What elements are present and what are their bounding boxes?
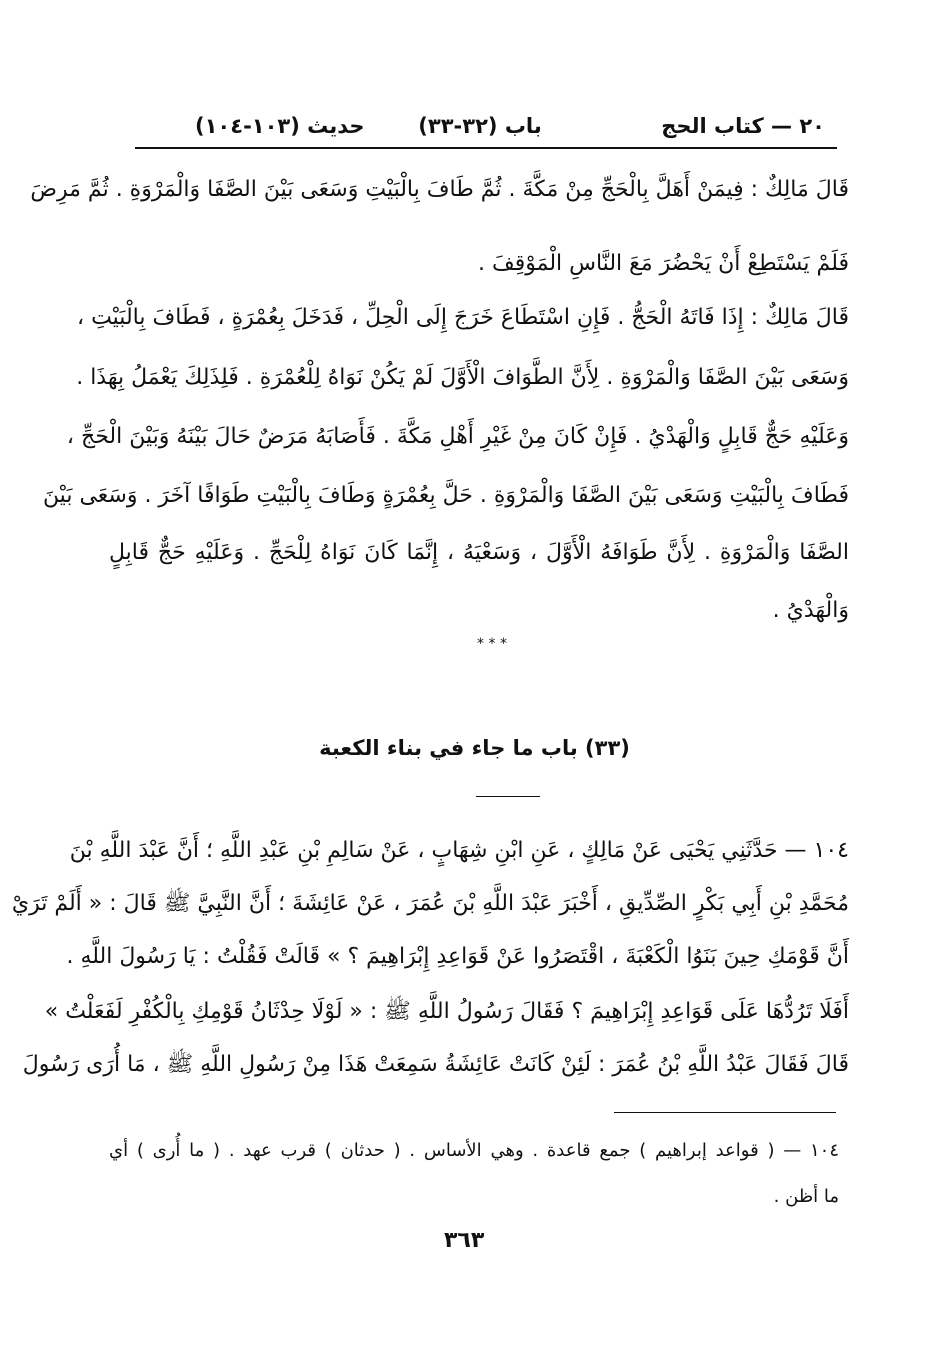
hadith-line: أَفَلَا تَرُدُّهَا عَلَى قَوَاعِدِ إِبْرَاهِيمَ ؟ فَقَالَ رَسُولُ اللَّهِ ﷺ : « لَوْلَا حِدْثَانُ قَوْمِكِ بِالْكُفْرِ لَفَعَلْتُ »	[44, 999, 849, 1024]
text-line: فَلَمْ يَسْتَطِعْ أَنْ يَحْضُرَ مَعَ النَّاسِ الْمَوْقِفَ .	[477, 251, 849, 276]
footnote-line: ١٠٤ — ( قواعد إبراهيم ) جمع قاعدة . وهي الأساس . ( حدثان ) قرب عهد . ( ما أُرى ) أي	[109, 1140, 839, 1161]
text-line: قَالَ مَالِكٌ : فِيمَنْ أَهَلَّ بِالْحَجِّ مِنْ مَكَّةَ . ثُمَّ طَافَ بِالْبَيْتِ وَسَعَى بَيْنَ الصَّفَا وَالْمَرْوَةِ . ثُمَّ مَرِضَ	[30, 177, 849, 202]
header-hadith-range: (١٠٣-١٠٤) حديث	[195, 114, 365, 138]
hadith-line: مُحَمَّدِ بْنِ أَبِي بَكْرٍ الصِّدِّيقِ ، أَخْبَرَ عَبْدَ اللَّهِ بْنَ عُمَرَ ، عَنْ عَائِشَةَ ؛ أَنَّ النَّبِيَّ ﷺ قَالَ : « أَلَمْ تَرَيْ	[11, 891, 849, 916]
hadith-line: قَالَ فَقَالَ عَبْدُ اللَّهِ بْنُ عُمَرَ : لَئِنْ كَانَتْ عَائِشَةُ سَمِعَتْ هَذَا مِنْ رَسُولِ اللَّهِ ﷺ ، مَا أُرَى رَسُولَ	[22, 1052, 849, 1077]
chapter-rule	[476, 796, 540, 797]
footnote-line: ما أظن .	[773, 1186, 839, 1207]
header-rule	[135, 147, 837, 149]
text-line: قَالَ مَالِكٌ : إِذَا فَاتَهُ الْحَجُّ . فَإِنِ اسْتَطَاعَ خَرَجَ إِلَى الْحِلِّ ، فَدَخَلَ بِعُمْرَةٍ ، فَطَافَ بِالْبَيْتِ ،	[76, 305, 849, 330]
header-book-title: ٢٠ — كتاب الحج	[661, 114, 825, 138]
footnote-rule	[614, 1112, 836, 1113]
section-divider-stars: * * *	[477, 636, 507, 652]
running-header	[135, 108, 825, 148]
text-line: وَعَلَيْهِ حَجٌّ قَابِلٍ وَالْهَدْيُ . فَإِنْ كَانَ مِنْ غَيْرِ أَهْلِ مَكَّةَ . فَأَصَابَهُ مَرَضٌ حَالَ بَيْنَهُ وَبَيْنَ الْحَجِّ ،	[66, 424, 849, 449]
text-line: وَالْهَدْيُ .	[772, 598, 849, 623]
hadith-line: أَنَّ قَوْمَكِ حِينَ بَنَوُا الْكَعْبَةَ ، اقْتَصَرُوا عَنْ قَوَاعِدِ إِبْرَاهِيمَ ؟ » قَالَتْ فَقُلْتُ : يَا رَسُولَ اللَّهِ .	[66, 944, 849, 969]
chapter-title: (٣٣) باب ما جاء في بناء الكعبة	[319, 736, 630, 760]
header-chapter-range: (٣٢-٣٣) باب	[418, 114, 542, 138]
hadith-line: ١٠٤ — حَدَّثَنِي يَحْيَى عَنْ مَالِكٍ ، عَنِ ابْنِ شِهَابٍ ، عَنْ سَالِمِ بْنِ عَبْدِ اللَّهِ ؛ أَنَّ عَبْدَ اللَّهِ بْنَ	[69, 838, 849, 863]
text-line: فَطَافَ بِالْبَيْتِ وَسَعَى بَيْنَ الصَّفَا وَالْمَرْوَةِ . حَلَّ بِعُمْرَةٍ وَطَافَ بِالْبَيْتِ طَوَافًا آخَرَ . وَسَعَى بَيْنَ	[42, 483, 849, 508]
text-line: الصَّفَا وَالْمَرْوَةِ . لِأَنَّ طَوَافَهُ الْأَوَّلَ ، وَسَعْيَهُ ، إِنَّمَا كَانَ نَوَاهُ لِلْحَجِّ . وَعَلَيْهِ حَجٌّ قَابِلٍ	[109, 540, 849, 565]
text-line: وَسَعَى بَيْنَ الصَّفَا وَالْمَرْوَةِ . لِأَنَّ الطَّوَافَ الْأَوَّلَ لَمْ يَكُنْ نَوَاهُ لِلْعُمْرَةِ . فَلِذَلِكَ يَعْمَلُ بِهَذَا .	[76, 365, 849, 390]
page-number: ٣٦٣	[444, 1228, 485, 1253]
